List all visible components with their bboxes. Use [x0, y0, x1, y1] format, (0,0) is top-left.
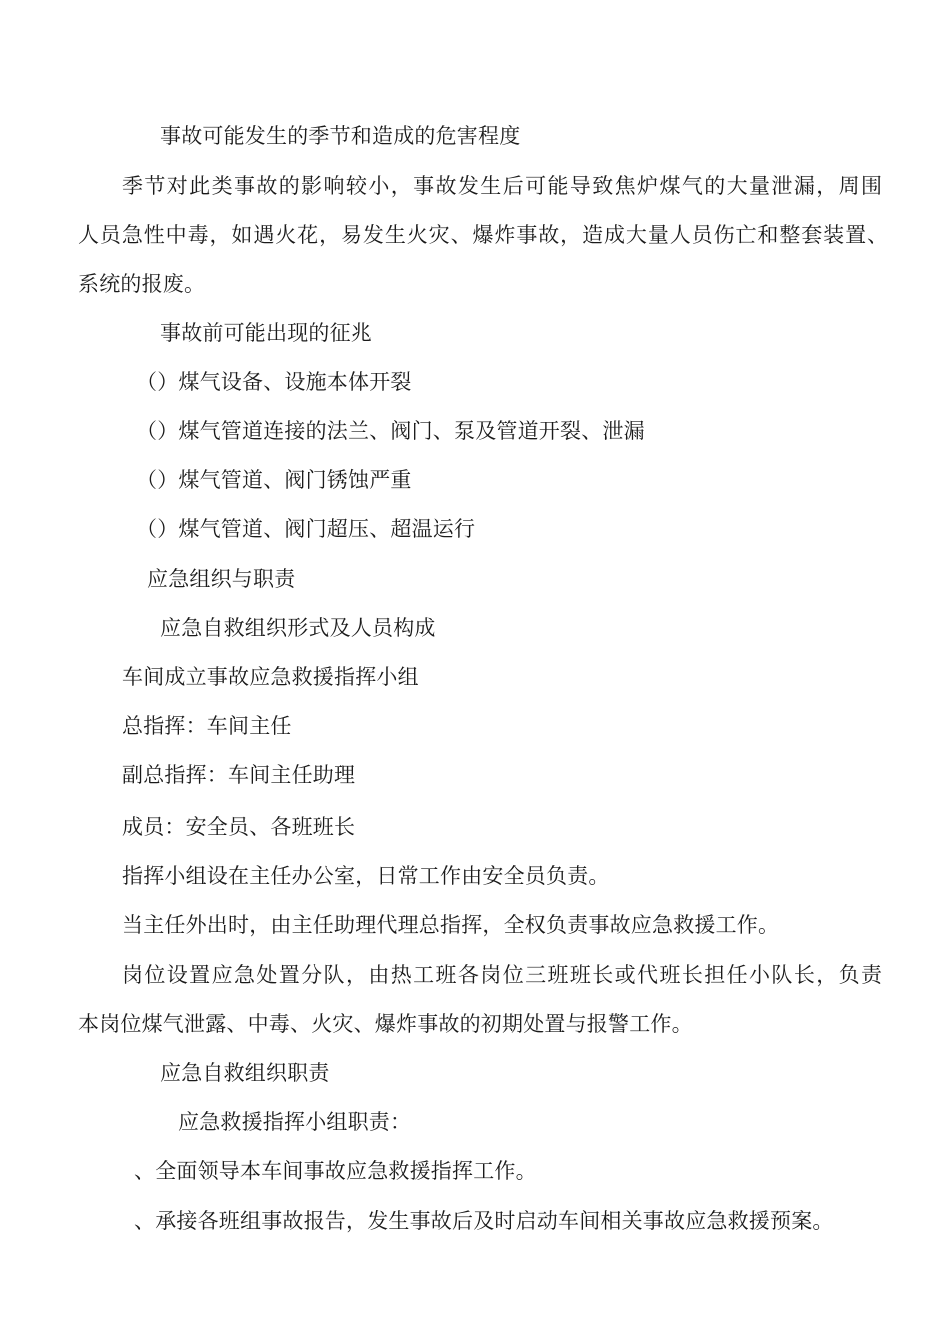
- section-heading-season-hazard: 事故可能发生的季节和造成的危害程度: [160, 124, 521, 148]
- paragraph-line: 总指挥：车间主任: [122, 714, 292, 738]
- paragraph-line: 岗位设置应急处置分队，由热工班各岗位三班班长或代班长担任小队长，负责: [122, 963, 882, 987]
- paragraph-line: 副总指挥：车间主任助理: [122, 763, 356, 787]
- list-item: （）煤气管道、阀门超压、超温运行: [136, 517, 476, 541]
- list-item: （）煤气管道连接的法兰、阀门、泵及管道开裂、泄漏: [136, 419, 645, 443]
- section-heading-organization: 应急组织与职责: [147, 567, 296, 591]
- list-item: 、全面领导本车间事故应急救援指挥工作。: [134, 1159, 537, 1183]
- paragraph-line: 季节对此类事故的影响较小，事故发生后可能导致焦炉煤气的大量泄漏，周围: [122, 174, 882, 198]
- subsection-heading-command-duties: 应急救援指挥小组职责：: [178, 1110, 412, 1134]
- list-item: （）煤气设备、设施本体开裂: [136, 370, 412, 394]
- paragraph-line: 车间成立事故应急救援指挥小组: [122, 665, 419, 689]
- paragraph-line: 系统的报废。: [78, 272, 206, 296]
- subsection-heading-duties: 应急自救组织职责: [160, 1061, 330, 1085]
- section-heading-precursors: 事故前可能出现的征兆: [160, 321, 372, 345]
- list-item: （）煤气管道、阀门锈蚀严重: [136, 468, 412, 492]
- paragraph-line: 当主任外出时，由主任助理代理总指挥，全权负责事故应急救援工作。: [122, 913, 780, 937]
- list-item: 、承接各班组事故报告，发生事故后及时启动车间相关事故应急救援预案。: [134, 1209, 834, 1233]
- paragraph-line: 人员急性中毒，如遇火花，易发生火灾、爆炸事故，造成大量人员伤亡和整套装置、: [78, 223, 888, 247]
- subsection-heading-structure: 应急自救组织形式及人员构成: [160, 616, 436, 640]
- paragraph-line: 指挥小组设在主任办公室，日常工作由安全员负责。: [122, 864, 610, 888]
- paragraph-line: 成员：安全员、各班班长: [122, 815, 356, 839]
- paragraph-line: 本岗位煤气泄露、中毒、火灾、爆炸事故的初期处置与报警工作。: [78, 1012, 693, 1036]
